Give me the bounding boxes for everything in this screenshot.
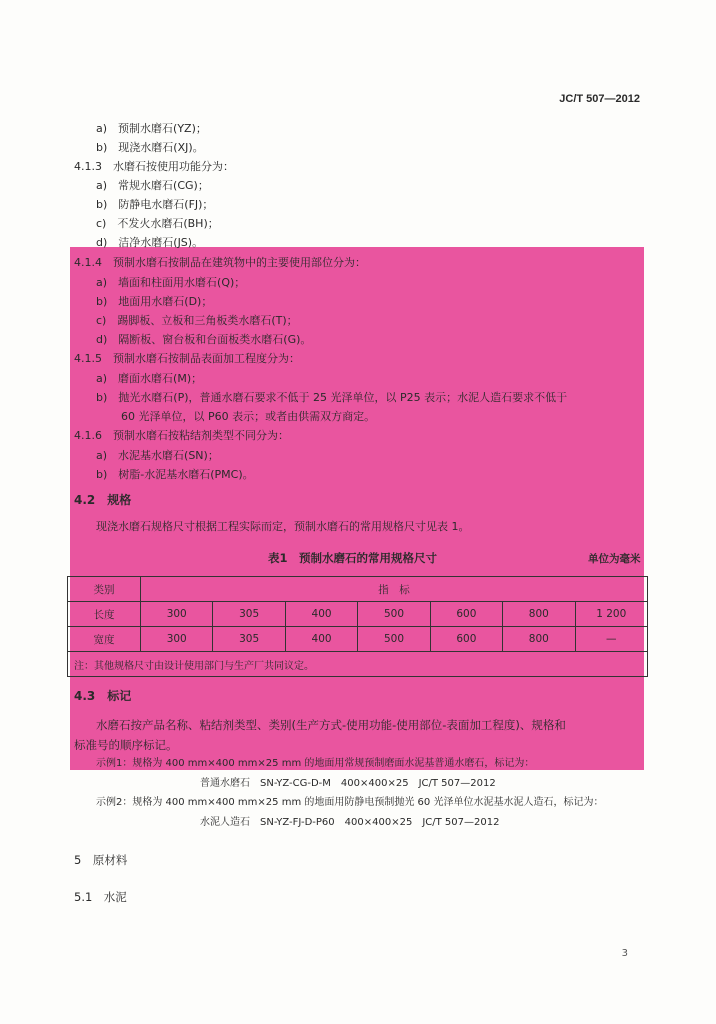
list-item: b) 防静电水磨石(FJ)； <box>96 198 214 211</box>
table-cell: 305 <box>213 627 285 652</box>
table-caption: 表1 预制水磨石的常用规格尺寸 <box>268 551 437 565</box>
paragraph: 水磨石按产品名称、粘结剂类型、类别(生产方式-使用功能-使用部位-表面加工程度)、规格和 <box>96 718 566 732</box>
example-text: 示例2：规格为 400 mm×400 mm×25 mm 的地面用防静电预制抛光 60 光泽单位水泥基水泥人造石，标记为： <box>96 797 604 808</box>
page-number: 3 <box>621 948 628 959</box>
list-item: a) 常规水磨石(CG)； <box>96 179 209 192</box>
list-item: b) 树脂-水泥基水磨石(PMC)。 <box>96 468 254 481</box>
list-item: b) 现浇水磨石(XJ)。 <box>96 141 204 154</box>
list-item: b) 地面用水磨石(D)； <box>96 295 213 308</box>
table-note-row <box>68 652 648 677</box>
table-header-row <box>68 577 648 602</box>
list-item: d) 隔断板、窗台板和台面板类水磨石(G)。 <box>96 333 312 346</box>
clause-heading: 4.1.5 预制水磨石按制品表面加工程度分为： <box>74 352 300 365</box>
list-item: a) 墙面和柱面用水磨石(Q)； <box>96 276 246 289</box>
spec-table <box>67 576 648 677</box>
example-code: 普通水磨石 SN-YZ-CG-D-M 400×400×25 JC/T 507—2012 <box>200 778 496 789</box>
list-item: c) 踢脚板、立板和三角板类水磨石(T)； <box>96 314 298 327</box>
table-row <box>68 602 648 627</box>
table-header-cell: 类别 <box>68 577 141 602</box>
example-text: 示例1：规格为 400 mm×400 mm×25 mm 的地面用常规预制磨面水泥基普通水磨石，标记为： <box>96 758 535 769</box>
clause-heading: 4.1.4 预制水磨石按制品在建筑物中的主要使用部位分为： <box>74 256 366 269</box>
list-item: a) 预制水磨石(YZ)； <box>96 122 207 135</box>
section-heading: 4.3 标记 <box>74 689 132 703</box>
clause-heading: 5.1 水泥 <box>74 890 127 904</box>
list-item-continuation: 60 光泽单位，以 P60 表示；或者由供需双方商定。 <box>121 410 376 423</box>
table-row <box>68 627 648 652</box>
table-cell: 800 <box>503 602 575 627</box>
table-cell: 500 <box>358 602 430 627</box>
table-cell: 600 <box>430 602 502 627</box>
table-cell: 800 <box>503 627 575 652</box>
list-item: a) 水泥基水磨石(SN)； <box>96 449 219 462</box>
table-cell: 300 <box>141 602 213 627</box>
clause-heading: 4.1.6 预制水磨石按粘结剂类型不同分为： <box>74 429 289 442</box>
table-cell: 长度 <box>68 602 141 627</box>
table-cell: 1 200 <box>575 602 647 627</box>
table-cell: 600 <box>430 627 502 652</box>
example-code: 水泥人造石 SN-YZ-FJ-D-P60 400×400×25 JC/T 507—2012 <box>200 817 500 828</box>
table-cell: — <box>575 627 647 652</box>
list-item: a) 磨面水磨石(M)； <box>96 372 203 385</box>
paragraph: 现浇水磨石规格尺寸根据工程实际而定，预制水磨石的常用规格尺寸见表 1。 <box>96 520 470 533</box>
table-note: 注：其他规格尺寸由设计使用部门与生产厂共同议定。 <box>68 652 648 677</box>
section-heading: 4.2 规格 <box>74 493 132 507</box>
clause-heading: 4.1.3 水磨石按使用功能分为： <box>74 160 234 173</box>
list-item: d) 洁净水磨石(JS)。 <box>96 236 204 249</box>
table-cell: 305 <box>213 602 285 627</box>
paragraph: 标准号的顺序标记。 <box>74 738 178 752</box>
list-item: b) 抛光水磨石(P)，普通水磨石要求不低于 25 光泽单位，以 P25 表示；水泥人造石要求不低于 <box>96 391 568 404</box>
list-item: c) 不发火水磨石(BH)； <box>96 217 219 230</box>
table-cell: 300 <box>141 627 213 652</box>
table-cell: 宽度 <box>68 627 141 652</box>
table-unit: 单位为毫米 <box>588 553 641 565</box>
table-cell: 400 <box>285 627 357 652</box>
table-cell: 500 <box>358 627 430 652</box>
standard-number: JC/T 507—2012 <box>559 93 640 105</box>
table-cell: 400 <box>285 602 357 627</box>
chapter-heading: 5 原材料 <box>74 853 128 867</box>
table-header-cell: 指 标 <box>141 577 648 602</box>
